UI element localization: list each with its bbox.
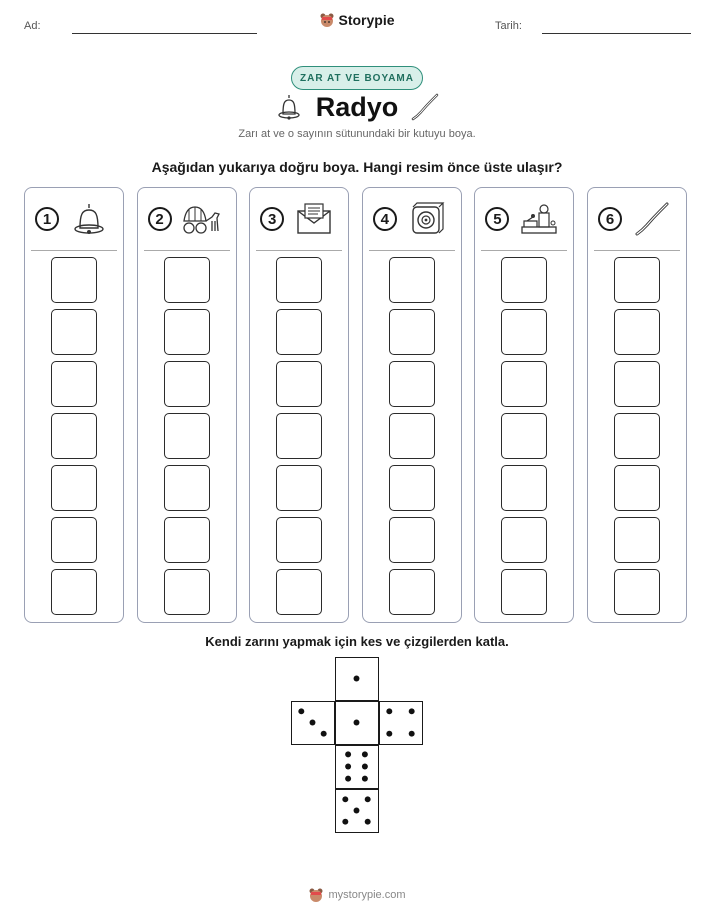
- color-box[interactable]: [51, 257, 97, 303]
- color-box[interactable]: [501, 517, 547, 563]
- column-divider: [369, 250, 455, 251]
- dice-face-1: [335, 657, 379, 701]
- dice-pip: [345, 751, 351, 757]
- color-box[interactable]: [276, 309, 322, 355]
- color-box[interactable]: [389, 465, 435, 511]
- dice-pip: [362, 751, 368, 757]
- color-box[interactable]: [501, 569, 547, 615]
- bear-logo-icon: [319, 12, 335, 28]
- dice-pip: [386, 708, 392, 714]
- envelope-icon: [294, 201, 334, 237]
- column-divider: [256, 250, 342, 251]
- name-label: Ad:: [24, 20, 41, 32]
- column-1: [24, 187, 124, 623]
- dice-face-1: [335, 701, 379, 745]
- dice-pip: [354, 676, 360, 682]
- column-4: [362, 187, 462, 623]
- date-label: Tarih:: [495, 20, 522, 32]
- covered-wagon-icon: [182, 201, 222, 237]
- color-box[interactable]: [164, 465, 210, 511]
- column-divider: [481, 250, 567, 251]
- color-box[interactable]: [51, 309, 97, 355]
- color-box[interactable]: [389, 413, 435, 459]
- date-line[interactable]: [542, 33, 691, 34]
- dice-pip: [321, 731, 327, 737]
- color-box[interactable]: [389, 309, 435, 355]
- color-box[interactable]: [501, 309, 547, 355]
- color-box[interactable]: [389, 569, 435, 615]
- dice-pip: [354, 808, 360, 814]
- dice-instruction: Kendi zarını yapmak için kes ve çizgilerden katla.: [205, 634, 509, 649]
- column-2: [137, 187, 237, 623]
- color-box[interactable]: [276, 569, 322, 615]
- color-box[interactable]: [51, 569, 97, 615]
- dice-pip: [345, 776, 351, 782]
- dice-pip: [310, 720, 316, 726]
- color-box[interactable]: [389, 257, 435, 303]
- telegraph-icon: [519, 201, 559, 237]
- column-number: 2: [148, 207, 172, 231]
- column-number: 1: [35, 207, 59, 231]
- color-box[interactable]: [164, 517, 210, 563]
- color-box[interactable]: [51, 361, 97, 407]
- dice-pip: [342, 819, 348, 825]
- column-number: 4: [373, 207, 397, 231]
- antenna-wire-icon: [632, 201, 672, 237]
- dice-face-5: [335, 789, 379, 833]
- page-title: Radyo: [315, 92, 399, 122]
- dice-pip: [365, 796, 371, 802]
- color-box[interactable]: [276, 361, 322, 407]
- dice-pip: [362, 764, 368, 770]
- brand-logo: [0, 12, 714, 28]
- color-box[interactable]: [276, 413, 322, 459]
- bell-icon: [69, 201, 109, 237]
- color-box[interactable]: [614, 309, 660, 355]
- color-box[interactable]: [501, 465, 547, 511]
- dice-pip: [365, 819, 371, 825]
- color-box[interactable]: [614, 569, 660, 615]
- color-box[interactable]: [614, 361, 660, 407]
- color-box[interactable]: [614, 257, 660, 303]
- color-box[interactable]: [164, 309, 210, 355]
- color-box[interactable]: [614, 465, 660, 511]
- column-divider: [144, 250, 230, 251]
- color-box[interactable]: [51, 465, 97, 511]
- color-box[interactable]: [614, 517, 660, 563]
- color-box[interactable]: [164, 361, 210, 407]
- color-box[interactable]: [164, 569, 210, 615]
- column-6: [587, 187, 687, 623]
- dice-pip: [409, 731, 415, 737]
- antenna-wire-icon: [410, 92, 442, 122]
- bear-logo-icon: [308, 887, 324, 903]
- dice-face-3: [291, 701, 335, 745]
- color-box[interactable]: [276, 465, 322, 511]
- color-box[interactable]: [164, 413, 210, 459]
- dice-pip: [342, 796, 348, 802]
- activity-badge: ZAR AT VE BOYAMA: [291, 66, 423, 90]
- color-box[interactable]: [276, 257, 322, 303]
- color-box[interactable]: [501, 257, 547, 303]
- dice-pip: [298, 708, 304, 714]
- column-5: [474, 187, 574, 623]
- column-number: 3: [260, 207, 284, 231]
- column-divider: [31, 250, 117, 251]
- brand-name: Storypie: [338, 12, 395, 28]
- color-box[interactable]: [501, 413, 547, 459]
- footer: [0, 887, 714, 903]
- subtitle: Zarı at ve o sayının sütunundaki bir kutuyu boya.: [238, 128, 476, 140]
- instruction: Aşağıdan yukarıya doğru boya. Hangi resim önce üste ulaşır?: [151, 159, 563, 175]
- color-box[interactable]: [164, 257, 210, 303]
- name-line[interactable]: [72, 33, 257, 34]
- dice-face-6: [335, 745, 379, 789]
- speaker-icon: [407, 201, 447, 237]
- dice-pip: [409, 708, 415, 714]
- color-box[interactable]: [51, 517, 97, 563]
- column-number: 6: [598, 207, 622, 231]
- color-box[interactable]: [614, 413, 660, 459]
- dice-pip: [345, 764, 351, 770]
- color-box[interactable]: [501, 361, 547, 407]
- column-divider: [594, 250, 680, 251]
- color-box[interactable]: [389, 517, 435, 563]
- dice-face-4: [379, 701, 423, 745]
- color-box[interactable]: [276, 517, 322, 563]
- color-box[interactable]: [51, 413, 97, 459]
- column-number: 5: [485, 207, 509, 231]
- column-3: [249, 187, 349, 623]
- dice-pip: [386, 731, 392, 737]
- footer-site: mystorypie.com: [328, 889, 406, 901]
- dice-pip: [362, 776, 368, 782]
- dice-pip: [354, 720, 360, 726]
- color-box[interactable]: [389, 361, 435, 407]
